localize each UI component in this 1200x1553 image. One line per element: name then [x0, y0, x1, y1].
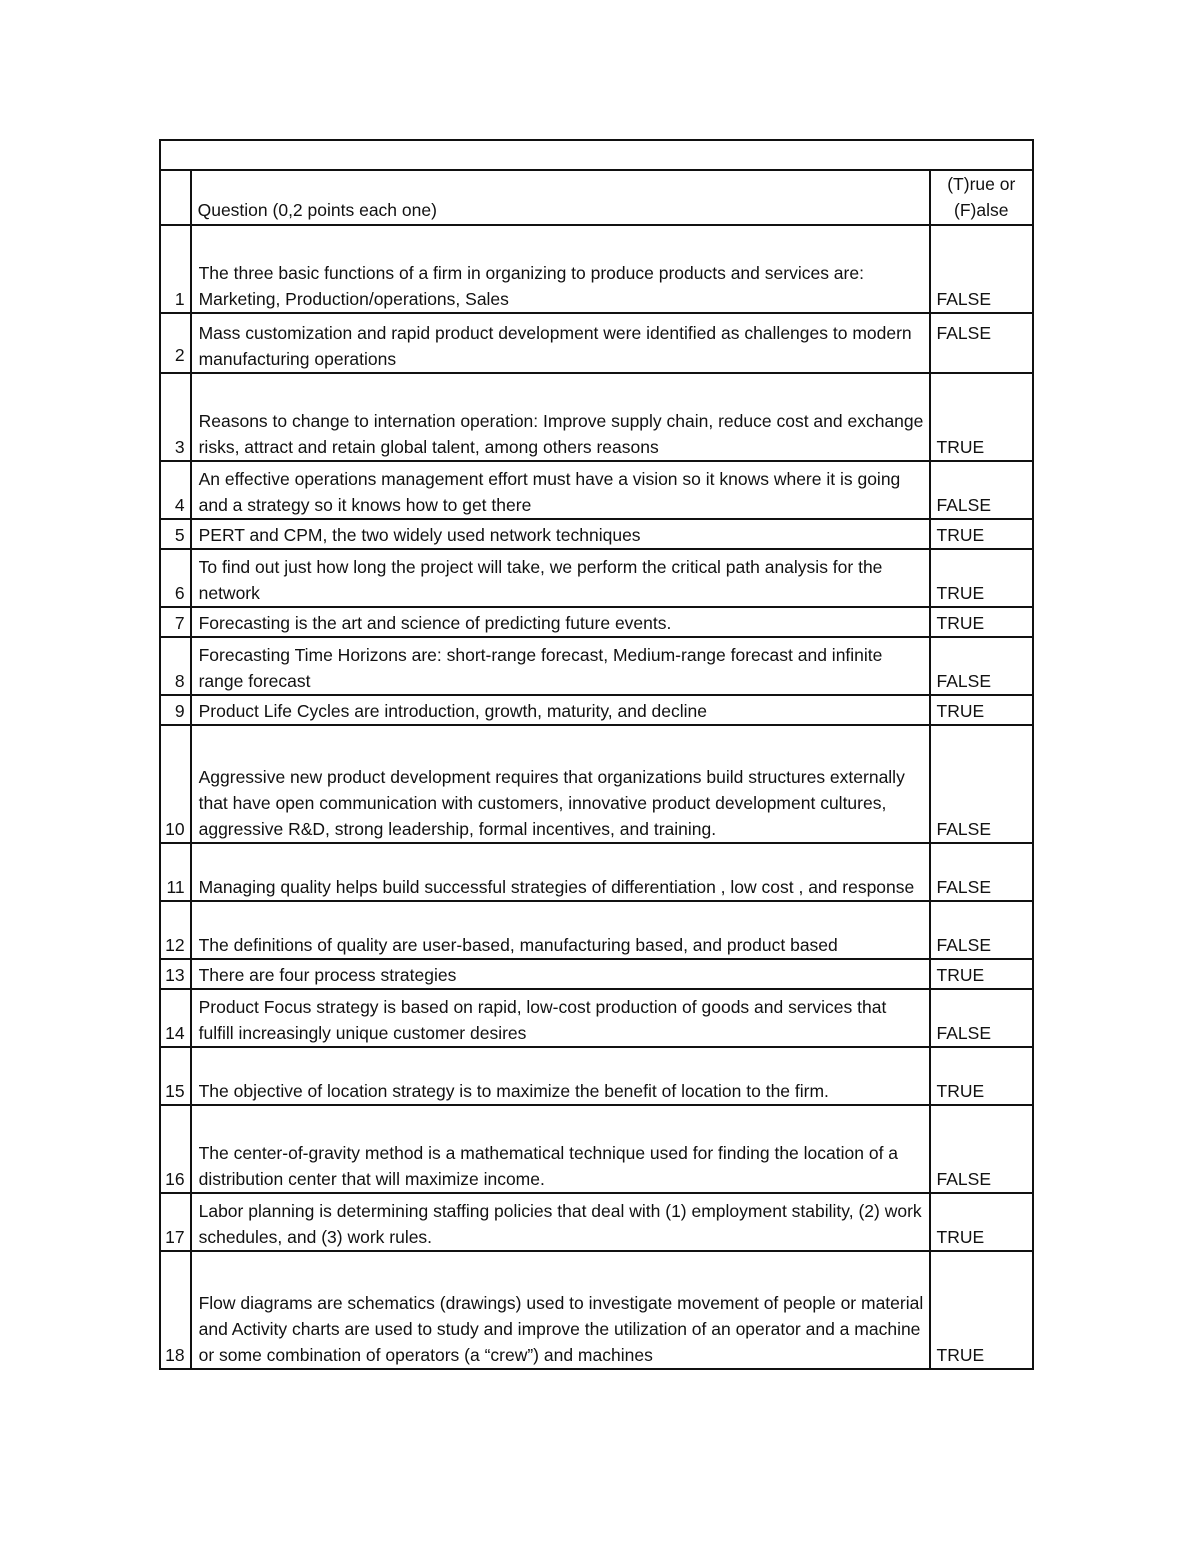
row-number: 7 — [160, 607, 191, 637]
row-number: 14 — [160, 989, 191, 1047]
row-question: Forecasting Time Horizons are: short-range forecast, Medium-range forecast and infinite range forecast — [191, 637, 930, 695]
row-number: 17 — [160, 1193, 191, 1251]
empty-title-row — [160, 140, 1033, 170]
table-row — [160, 1193, 1033, 1251]
row-answer: FALSE — [930, 901, 1033, 959]
row-question: Product Life Cycles are introduction, growth, maturity, and decline — [191, 695, 930, 725]
row-number: 6 — [160, 549, 191, 607]
header-num-cell — [160, 170, 191, 225]
row-number: 4 — [160, 461, 191, 519]
row-answer: TRUE — [930, 519, 1033, 549]
row-question: There are four process strategies — [191, 959, 930, 989]
row-answer: FALSE — [930, 225, 1033, 313]
row-number: 3 — [160, 373, 191, 461]
row-answer: TRUE — [930, 1193, 1033, 1251]
row-number: 1 — [160, 225, 191, 313]
row-question: Forecasting is the art and science of predicting future events. — [191, 607, 930, 637]
row-answer: FALSE — [930, 989, 1033, 1047]
row-answer: FALSE — [930, 725, 1033, 843]
row-answer: FALSE — [930, 637, 1033, 695]
table-row — [160, 959, 1033, 989]
row-answer: FALSE — [930, 313, 1033, 373]
row-question: To find out just how long the project will take, we perform the critical path analysis for the network — [191, 549, 930, 607]
row-question: The center-of-gravity method is a mathematical technique used for finding the location of a distribution center that will maximize income. — [191, 1105, 930, 1193]
row-answer: FALSE — [930, 843, 1033, 901]
row-number: 5 — [160, 519, 191, 549]
row-answer: TRUE — [930, 1251, 1033, 1369]
table-row — [160, 1251, 1033, 1369]
row-answer: TRUE — [930, 549, 1033, 607]
row-number: 12 — [160, 901, 191, 959]
table-row — [160, 1105, 1033, 1193]
row-question: Reasons to change to internation operation: Improve supply chain, reduce cost and exchange risks, attract and retain global talent, among others reasons — [191, 373, 930, 461]
header-question-cell: Question (0,2 points each one) — [191, 170, 930, 225]
row-question: Product Focus strategy is based on rapid, low-cost production of goods and services that fulfill increasingly unique customer desires — [191, 989, 930, 1047]
table-row — [160, 843, 1033, 901]
row-number: 11 — [160, 843, 191, 901]
table-row — [160, 695, 1033, 725]
row-answer: TRUE — [930, 1047, 1033, 1105]
quiz-table — [159, 139, 1034, 1370]
row-number: 16 — [160, 1105, 191, 1193]
row-question: Flow diagrams are schematics (drawings) used to investigate movement of people or material and Activity charts are used to study and improve the utilization of an operator and a machine or some combination of operators (a “crew”) and machines — [191, 1251, 930, 1369]
table-row — [160, 1047, 1033, 1105]
empty-title-cell — [160, 140, 1033, 170]
row-number: 13 — [160, 959, 191, 989]
row-number: 15 — [160, 1047, 191, 1105]
table-row — [160, 725, 1033, 843]
row-question: Mass customization and rapid product development were identified as challenges to modern manufacturing operations — [191, 313, 930, 373]
header-answer-cell — [930, 170, 1033, 225]
row-question: The definitions of quality are user-based, manufacturing based, and product based — [191, 901, 930, 959]
row-answer: FALSE — [930, 461, 1033, 519]
table-row — [160, 519, 1033, 549]
row-number: 18 — [160, 1251, 191, 1369]
header-answer-line1: (T)rue or — [947, 174, 1016, 194]
row-question: Managing quality helps build successful strategies of differentiation , low cost , and response — [191, 843, 930, 901]
table-row — [160, 225, 1033, 313]
row-answer: TRUE — [930, 607, 1033, 637]
row-number: 10 — [160, 725, 191, 843]
row-answer: TRUE — [930, 373, 1033, 461]
table-row — [160, 901, 1033, 959]
row-question: PERT and CPM, the two widely used network techniques — [191, 519, 930, 549]
header-row — [160, 170, 1033, 225]
header-answer-line2: (F)alse — [954, 200, 1009, 220]
row-question: An effective operations management effort must have a vision so it knows where it is going and a strategy so it knows how to get there — [191, 461, 930, 519]
row-answer: FALSE — [930, 1105, 1033, 1193]
table-row — [160, 461, 1033, 519]
table-row — [160, 373, 1033, 461]
table-row — [160, 637, 1033, 695]
row-question: Aggressive new product development requires that organizations build structures externally that have open communication with customers, innovative product development cultures, aggressive R&D, strong leadership, formal incentives, and training. — [191, 725, 930, 843]
row-number: 8 — [160, 637, 191, 695]
row-number: 2 — [160, 313, 191, 373]
table-row — [160, 549, 1033, 607]
table-row — [160, 989, 1033, 1047]
row-answer: TRUE — [930, 959, 1033, 989]
table-row — [160, 313, 1033, 373]
row-question: Labor planning is determining staffing policies that deal with (1) employment stability, (2) work schedules, and (3) work rules. — [191, 1193, 930, 1251]
table-row — [160, 607, 1033, 637]
row-question: The objective of location strategy is to maximize the benefit of location to the firm. — [191, 1047, 930, 1105]
row-answer: TRUE — [930, 695, 1033, 725]
row-question: The three basic functions of a firm in organizing to produce products and services are: Marketing, Production/operations, Sales — [191, 225, 930, 313]
row-number: 9 — [160, 695, 191, 725]
